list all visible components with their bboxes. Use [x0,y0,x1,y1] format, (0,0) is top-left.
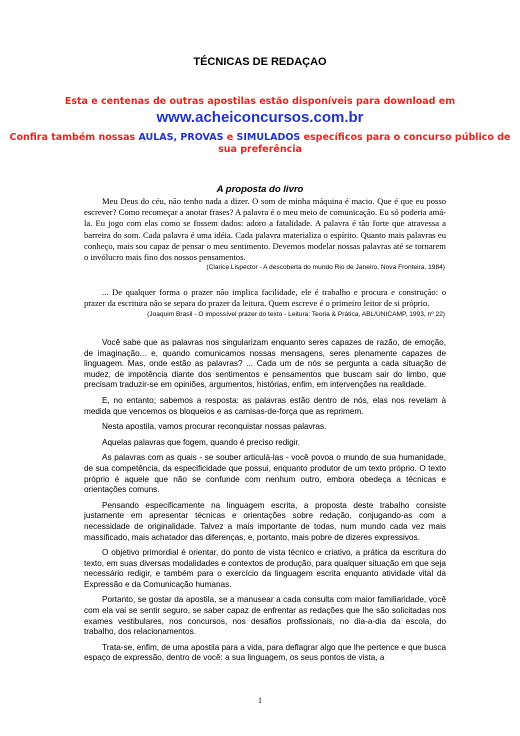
body-paragraph: E, no entanto; sabemos a resposta: as palavras estão dentro de nós, elas nos revelam à medida que vencemos os bloqueios e as camisas-de-força que as reprimem. [84,395,446,416]
body-paragraph: Portanto, se gostar da apostila, se a manusear a cada consulta com maior familiaridade, você com ela vai se sentir seguro, se saber capaz de enfrentar as redações que lhe são solicitadas nos exames vestibulares, nos concursos, nos desafios profissionais, no dia-a-dia da escola, do trabalho, dos relacionamentos. [84,595,446,637]
promo-offer [0,132,520,156]
body-text [84,338,446,669]
promo-offer-tail: específicos para o concurso público de sua preferência [218,132,511,155]
promo-aulas-provas: AULAS, PROVAS [138,132,224,143]
page-number: 1 [258,696,262,705]
promo-line: Esta e centenas de outras apostilas estão disponíveis para download em [64,96,456,107]
document-title: TÉCNICAS DE REDAÇAO [193,56,327,68]
epigraph-citation-2: (Joaquim Brasil - O impossível prazer do texto - Leitura: Teoria & Prática, ABL/UNICAMP, 1993, nº 22) [147,311,445,318]
promo-simulados: SIMULADOS [236,132,301,143]
promo-url-link[interactable]: www.acheiconcursos.com.br [156,109,364,126]
promo-offer-and: e [223,132,237,143]
body-paragraph: O objetivo primordial é orientar, do ponto de vista técnico e criativo, a prática da escritura do texto, em suas diversas modalidades e contextos de produção, para qualquer situação em que seja necessário redigir, e também para o exercício da linguagem escrita enquanto atividade vital da Expressão e da Comunicação humanas. [84,548,446,589]
epigraph-citation-1: (Clarice Lispector - A descoberta do mundo Rio de Janeiro, Nova Fronteira, 1984) [206,264,445,271]
body-paragraph: Você sabe que as palavras nos singularizam enquanto seres capazes de razão, de emoção, de imaginação... e, quando comunicamos nossas mensagens, seres plenamente capazes de linguagem. Mas, onde estão as palavras? ... Cada um de nós se pergunta a cada situação de mudez, de impotência diante dos sentimentos e pensamentos que buscam sair do limbo, que precisam traduzir-se em opiniões, argumentos, histórias, enfim, em intervenções na realidade. [84,338,446,390]
epigraph-quote-2: ... De qualquer forma o prazer não implica facilidade, ele é trabalho e procura e construção: o prazer da escritura não se separa do prazer da leitura. Quem escreve é o primeiro leitor de si próprio. [84,287,446,309]
body-paragraph: Pensando especificamente na linguagem escrita, a proposta deste trabalho consiste justamente em apresentar técnicas e orientações sobre redação, conjugando-as com a necessidade de originalidade. Talvez a mais importante de todas, num mundo cada vez mais massificado, mais achatador das diferenças, e, portanto, mais pobre de dizeres expressivos. [84,500,446,542]
section-title: A proposta do livro [216,184,304,195]
body-paragraph: As palavras com as quais - se souber articulá-las - você povoa o mundo de sua humanidade, de sua competência, da especificidade que possui, enquanto produtor de um texto próprio. O texto próprio é aquele que não se confunde com nenhum outro, embora obedeça a técnicas e orientações comuns. [84,453,446,495]
body-paragraph: Aquelas palavras que fogem, quando é preciso redigir. [102,437,300,447]
body-paragraph: Nesta apostila, vamos procurar reconquistar nossas palavras. [102,422,327,432]
body-paragraph: Trata-se, enfim, de uma apostila para a vida, para deflagrar algo que lhe pertence e que busca espaço de expressão, dentro de você: a sua linguagem, os seus pontos de vista, a [84,642,446,663]
promo-offer-text: Confira também nossas [9,132,139,143]
epigraph-quote-1: Meu Deus do céu, não tenho nada a dizer. O som de minha máquina é macio. Que é que eu posso escrever? Como recomeçar a anotar frases? A palavra é o meu meio de comunicação. Eu só poderia amá-la. Eu jogo com elas como se fossem dados: adoro a fatalidade. A palavra é tão forte que atravessa a barreira do som. Cada palavra é uma idéia. Cada palavra materializa o espírito. Quanto mais palavras eu conheço, mais sou capaz de pensar o meu sentimento. Devemos modelar nossas palavras até se tornarem o invólucro mais fino dos nossos pensamentos. [84,196,446,263]
